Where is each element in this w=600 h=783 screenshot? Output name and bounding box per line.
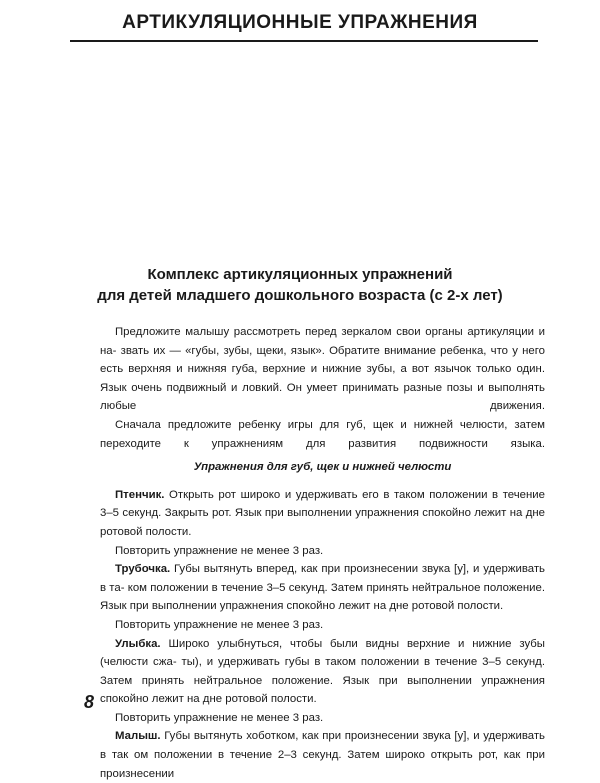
exercise-repeat: Повторить упражнение не менее 3 раз. <box>115 544 324 557</box>
exercise-name: Малыш. <box>115 730 161 743</box>
section-title-line-2: для детей младшего дошкольного возраста (с 2-х лет) <box>97 287 503 304</box>
section-title <box>60 264 540 306</box>
exercise-name: Птенчик. <box>115 488 165 501</box>
exercise-name: Улыбка. <box>115 637 161 650</box>
exercise-ptenchik: Птенчик. Открыть рот широко и удерживать его в таком положении в течение 3–5 секунд. Закрыть рот. Язык при выполнении упражнения спокойно лежит на дне ротовой полости. <box>100 488 545 538</box>
header-rule <box>70 40 538 42</box>
exercise-repeat: Повторить упражнение не менее 3 раз. <box>115 618 324 631</box>
section-title-line-1: Комплекс артикуляционных упражнений <box>147 266 453 283</box>
exercise-repeat: Повторить упражнение не менее 3 раз. <box>115 711 324 724</box>
exercise-trubochka: Трубочка. Губы вытянуть вперед, как при произнесении звука [у], и удерживать в та- ком положении в течение 3–5 секунд. Затем принять нейтральное положение. Язык при выполнении упражнения спокойно лежит на дне ротовой полости. <box>100 563 545 613</box>
page-header-title: АРТИКУЛЯЦИОННЫЕ УПРАЖНЕНИЯ <box>122 12 478 33</box>
intro-paragraph-1: Предложите малышу рассмотреть перед зеркалом свои органы артикуляции и на- звать их — «губы, зубы, щеки, язык». Обратите внимание ребенка, что у него есть верхняя и нижняя губа, верхние и нижние зубы, а вот язычок только один. Язык очень подвижный и ловкий. Он умеет принимать разные позы и выполнять любые движения. <box>100 326 545 413</box>
exercise-ulybka: Улыбка. Широко улыбнуться, чтобы были видны верхние и нижние зубы (челюсти сжа- ты), и удерживать губы в таком положении в течение 3–5 секунд. Затем принять нейтральное положение. Язык при выполнении упражнения спокойно лежит на дне ротовой полости. <box>100 637 545 706</box>
page-number: 8 <box>84 692 95 712</box>
intro-paragraph-2: Сначала предложите ребенку игры для губ, щек и нижней челюсти, затем переходите к упражнениям для развития подвижности языка. <box>100 418 545 450</box>
exercises-subheading: Упражнения для губ, щек и нижней челюсти <box>193 461 452 474</box>
exercise-name: Трубочка. <box>115 563 171 576</box>
body-text <box>100 323 545 783</box>
exercise-malysh: Малыш. Губы вытянуть хоботком, как при произнесении звука [у], и удерживать в так ом положении в течение 2–3 секунд. Затем широко открыть рот, как при произнесении <box>100 730 546 780</box>
